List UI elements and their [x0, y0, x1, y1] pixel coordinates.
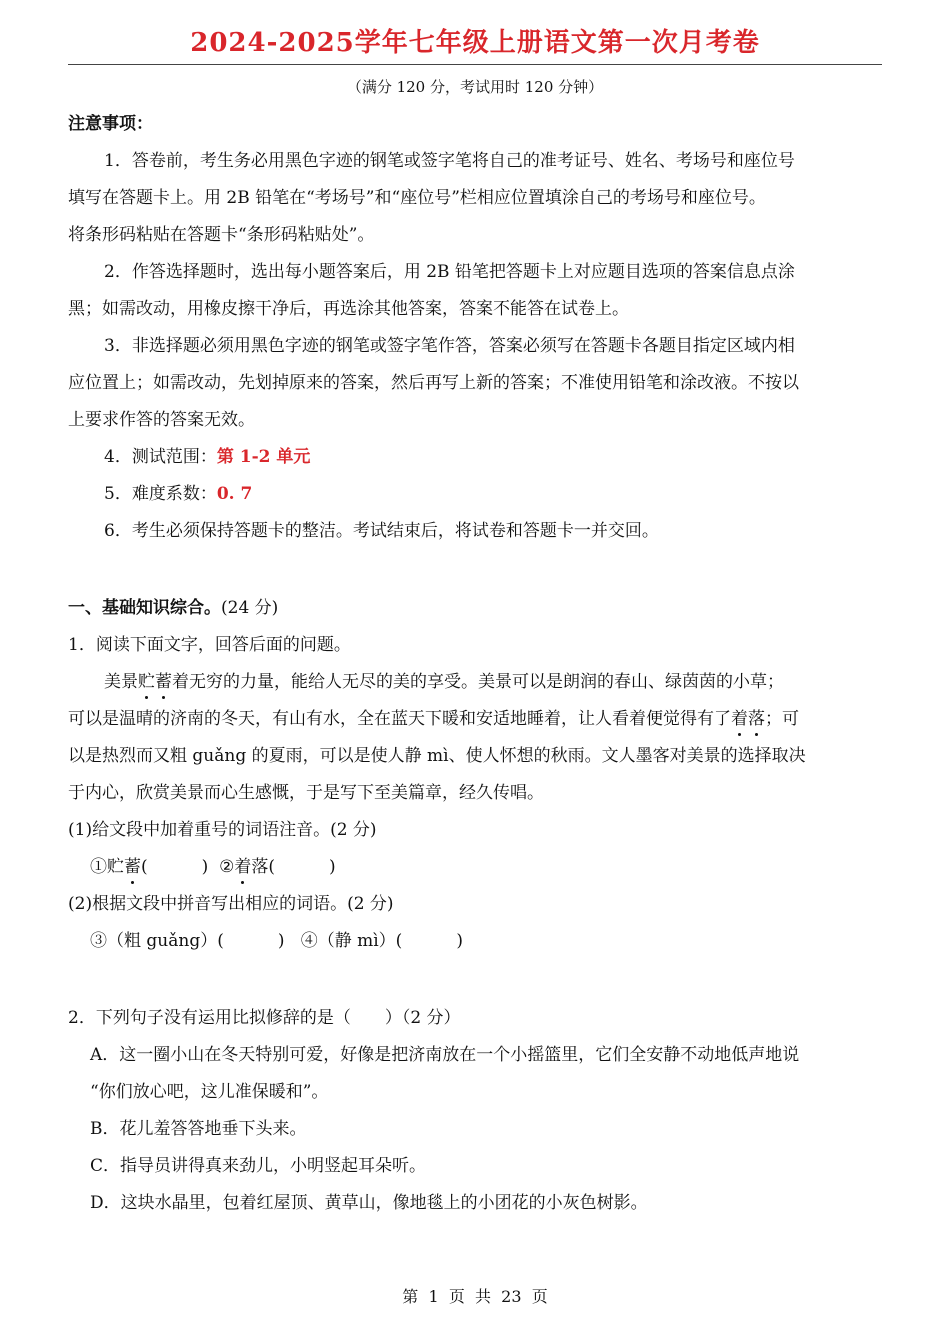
answer-blank: 落( ) [251, 857, 336, 877]
answer-blank: ( ) ② [141, 857, 235, 877]
option-b: B．花儿羞答答地垂下头来。 [90, 1119, 307, 1139]
notice-item-1-line-3: 将条形码粘贴在答题卡“条形码粘贴处”。 [68, 225, 375, 245]
notice-item-4 [68, 439, 882, 476]
option-a-line-2: “你们放心吧，这儿准保暖和”。 [90, 1082, 329, 1102]
notice-item-3-line-3: 上要求作答的答案无效。 [68, 410, 255, 430]
emphasis-char: 蓄 [124, 849, 141, 886]
emphasis-char: 着 [234, 849, 251, 886]
notice-item-1-line-2: 填写在答题卡上。用 2B 铅笔在“考场号”和“座位号”栏相应位置填涂自己的考场号和座位号。 [68, 188, 766, 208]
exam-subtitle: （满分 120 分，考试用时 120 分钟） [346, 78, 604, 96]
question-2 [68, 1000, 882, 1222]
notice-item-3-line-2: 应位置上；如需改动，先划掉原来的答案，然后再写上新的答案；不准使用铅笔和涂改液。不按以 [68, 373, 799, 393]
notice-item-3-line-1: 3．非选择题必须用黑色字迹的钢笔或签字笔作答，答案必须写在答题卡各题目指定区域内相 [104, 336, 795, 356]
passage-line-4: 于内心，欣赏美景而心生感慨，于是写下至美篇章，经久传唱。 [68, 783, 544, 803]
passage-line-3: 以是热烈而又粗 guǎng 的夏雨，可以是使人静 mì、使人怀想的秋雨。文人墨客对美景的选择取决 [68, 746, 806, 766]
passage-text: 美景 [104, 672, 138, 692]
option-d: D．这块水晶里，包着红屋顶、黄草山，像地毯上的小团花的小灰色树影。 [90, 1193, 648, 1213]
option-c: C．指导员讲得真来劲儿，小明竖起耳朵听。 [90, 1156, 427, 1176]
notice-item-5 [68, 476, 882, 513]
difficulty-value: 0. 7 [216, 484, 253, 504]
question-1-sub-1: (1)给文段中加着重号的词语注音。(2 分) [68, 820, 377, 840]
option-a-line-1: A．这一圈小山在冬天特别可爱，好像是把济南放在一个小摇篮里，它们全安静不动地低声地说 [90, 1045, 800, 1065]
answer-text: ①贮 [90, 857, 124, 877]
notice-item-2-line-2: 黑；如需改动，用橡皮擦干净后，再选涂其他答案，答案不能答在试卷上。 [68, 299, 629, 319]
question-2-stem: 2．下列句子没有运用比拟修辞的是（ ）（2 分） [68, 1008, 461, 1028]
section-1-heading [68, 590, 882, 627]
passage-line-1 [68, 664, 882, 701]
notice-item-6: 6．考生必须保持答题卡的整洁。考试结束后，将试卷和答题卡一并交回。 [104, 521, 659, 541]
passage-text: 着无穷的力量，能给人无尽的美的享受。美景可以是朗润的春山、绿茵茵的小草； [172, 672, 784, 692]
scope-label: 4．测试范围： [104, 447, 217, 467]
notice-item-2-line-1: 2．作答选择题时，选出每小题答案后，用 2B 铅笔把答题卡上对应题目选项的答案信息点涂 [104, 262, 795, 282]
emphasis-char: 着 [731, 701, 748, 738]
emphasis-char: 蓄 [155, 664, 172, 701]
passage-text: 可以是温晴的济南的冬天，有山有水，全在蓝天下暖和安适地睡着，让人看着便觉得有了 [68, 709, 731, 729]
section-1 [68, 590, 882, 960]
notice-item-1-line-1: 1．答卷前，考生务必用黑色字迹的钢笔或签字笔将自己的准考证号、姓名、考场号和座位号 [104, 151, 795, 171]
section-1-title: 一、基础知识综合。 [68, 598, 221, 618]
scope-value: 第 1-2 单元 [216, 447, 311, 467]
exam-title: 2024-2025学年七年级上册语文第一次月考卷 [190, 28, 760, 58]
passage-text: ；可 [765, 709, 799, 729]
page-footer: 第 1 页 共 23 页 [402, 1287, 548, 1306]
notice-section [68, 106, 882, 550]
emphasis-char: 落 [748, 701, 765, 738]
question-1-stem: 1．阅读下面文字，回答后面的问题。 [68, 635, 351, 655]
title-divider [68, 64, 882, 65]
passage-line-2 [68, 701, 882, 738]
notice-heading: 注意事项： [68, 114, 153, 134]
section-1-score: (24 分) [221, 598, 279, 618]
difficulty-label: 5．难度系数： [104, 484, 217, 504]
question-1-sub-2-answers: ③（粗 guǎng）( ) ④（静 mì）( ) [90, 931, 463, 951]
question-1-sub-2: (2)根据文段中拼音写出相应的词语。(2 分) [68, 894, 394, 914]
emphasis-char: 贮 [138, 664, 155, 701]
question-1-sub-1-answers [68, 849, 882, 886]
